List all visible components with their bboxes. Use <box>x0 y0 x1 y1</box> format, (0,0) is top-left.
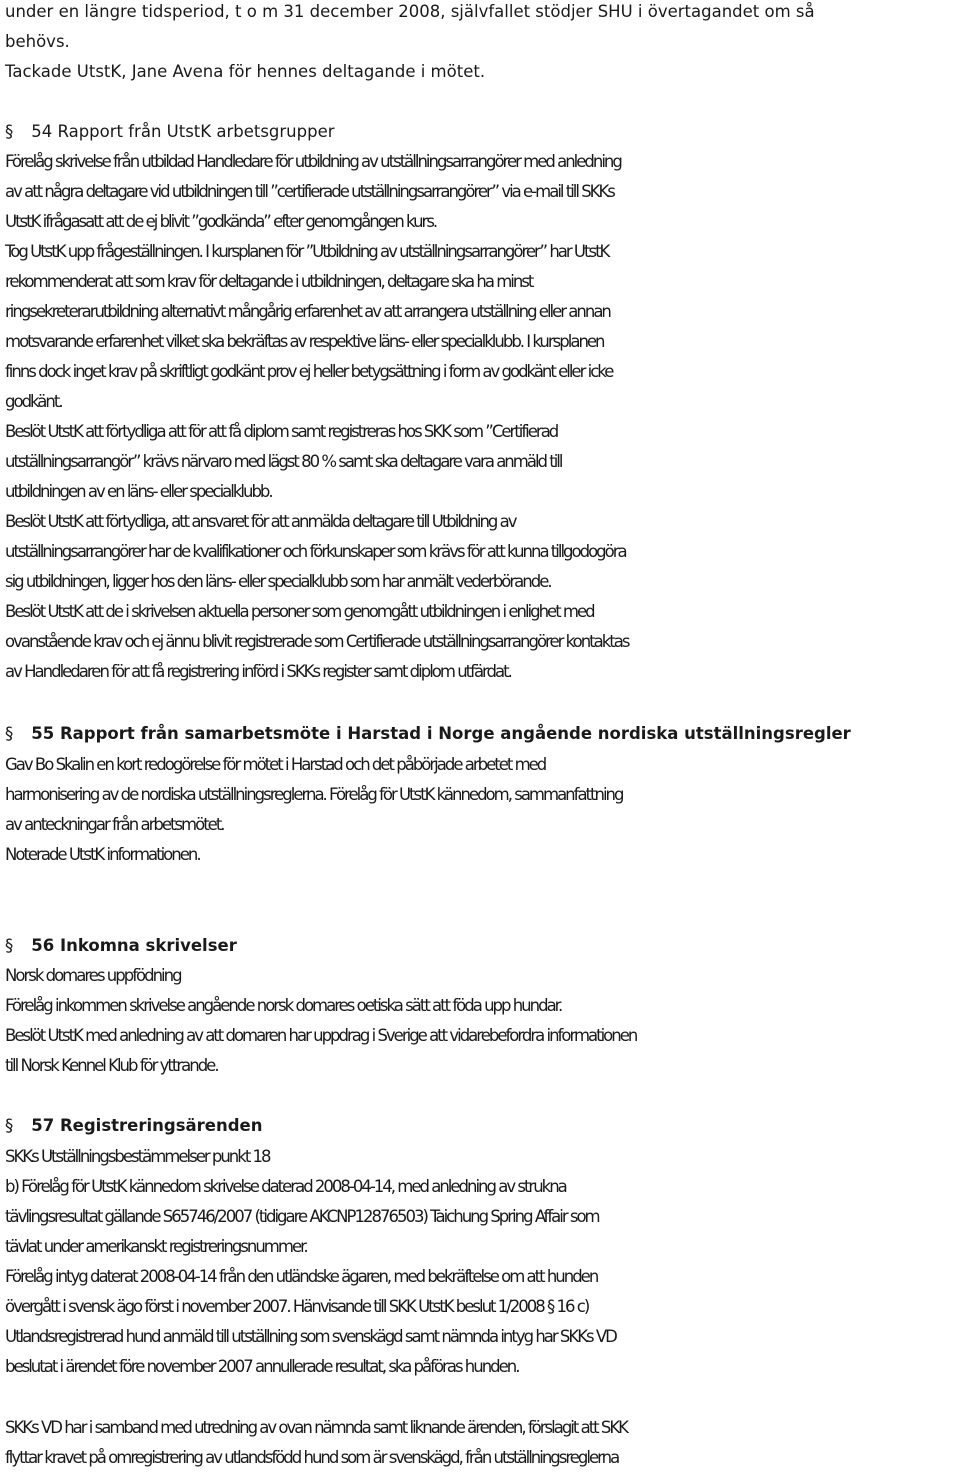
s57-line: SKKs Utställningsbestämmelser punkt 18 <box>5 1147 270 1166</box>
s54-line: utställningsarrangörer har de kvalifikationer och förkunskaper som krävs för att kunna tillgodogöra <box>5 542 626 561</box>
s54-line: Beslöt UtstK att förtydliga att för att få diplom samt registreras hos SKK som ”Certifierad <box>5 422 558 441</box>
s55-line: harmonisering av de nordiska utställningsreglerna. Förelåg för UtstK kännedom, sammanfattning <box>5 785 623 804</box>
section-57-heading <box>5 1116 262 1136</box>
s54-line: ringsekreterarutbildning alternativt mångårig erfarenhet av att arrangera utställning eller annan <box>5 302 610 321</box>
s55-line: Noterade UtstK informationen. <box>5 845 200 864</box>
s57-final-line: flyttar kravet på omregistrering av utlandsfödd hund som är svenskägd, från utställningsreglerna <box>5 1448 619 1467</box>
s54-line: av att några deltagare vid utbildningen till ”certifierade utställningsarrangörer” via e-mail till SKKs <box>5 182 614 201</box>
s54-line: Tog UtstK upp frågeställningen. I kursplanen för ”Utbildning av utställningsarrangörer” har UtstK <box>5 242 609 261</box>
section-55-title: 55 Rapport från samarbetsmöte i Harstad i Norge angående nordiska utställningsregler <box>31 724 851 743</box>
section-54-heading <box>5 122 335 142</box>
s54-line: Beslöt UtstK att förtydliga, att ansvaret för att anmälda deltagare till Utbildning av <box>5 512 516 531</box>
s54-line: motsvarande erfarenhet vilket ska bekräftas av respektive läns- eller specialklubb. I kursplanen <box>5 332 604 351</box>
s56-line: Norsk domares uppfödning <box>5 966 181 985</box>
s54-line: godkänt. <box>5 392 62 411</box>
s54-line: rekommenderat att som krav för deltagande i utbildningen, deltagare ska ha minst <box>5 272 533 291</box>
s54-line: finns dock inget krav på skriftligt godkänt prov ej heller betygsättning i form av godkänt eller icke <box>5 362 613 381</box>
section-56-heading <box>5 936 237 956</box>
s57-line: tävlingsresultat gällande S65746/2007 (tidigare AKCNP12876503) Taichung Spring Affair som <box>5 1207 599 1226</box>
section-56-title: 56 Inkomna skrivelser <box>31 936 237 955</box>
s56-line: till Norsk Kennel Klub för yttrande. <box>5 1056 218 1075</box>
s57-final-line: SKKs VD har i samband med utredning av ovan nämnda samt liknande ärenden, förslagit att SKK <box>5 1418 628 1437</box>
s56-line: Förelåg inkommen skrivelse angående norsk domares oetiska sätt att föda upp hundar. <box>5 996 562 1015</box>
section-symbol: § <box>5 122 14 141</box>
section-55-heading <box>5 724 851 744</box>
intro-line-2: behövs. <box>5 32 70 51</box>
s54-line: Förelåg skrivelse från utbildad Handledare för utbildning av utställningsarrangörer med anledning <box>5 152 621 171</box>
section-56-body <box>5 966 960 1086</box>
s57-line: Förelåg intyg daterat 2008-04-14 från den utländske ägaren, med bekräftelse om att hunden <box>5 1267 598 1286</box>
s55-line: av anteckningar från arbetsmötet. <box>5 815 224 834</box>
intro-line-3: Tackade UtstK, Jane Avena för hennes deltagande i mötet. <box>5 62 486 81</box>
s54-line: UtstK ifrågasatt att de ej blivit ”godkända” efter genomgången kurs. <box>5 212 437 231</box>
section-54-body <box>5 152 960 692</box>
s57-line: övergått i svensk ägo först i november 2007. Hänvisande till SKK UtstK beslut 1/2008 § 16 c) <box>5 1297 589 1316</box>
s57-line: beslutat i ärendet före november 2007 annullerade resultat, ska påföras hunden. <box>5 1357 519 1376</box>
section-57-final <box>5 1418 960 1478</box>
section-symbol: § <box>5 936 14 955</box>
s54-line: Beslöt UtstK att de i skrivelsen aktuella personer som genomgått utbildningen i enlighet med <box>5 602 594 621</box>
section-54-title: 54 Rapport från UtstK arbetsgrupper <box>31 122 335 141</box>
s57-line: tävlat under amerikanskt registreringsnummer. <box>5 1237 307 1256</box>
s55-line: Gav Bo Skalin en kort redogörelse för mötet i Harstad och det påbörjade arbetet med <box>5 755 546 774</box>
section-symbol: § <box>5 1116 14 1135</box>
s57-line: Utlandsregistrerad hund anmäld till utställning som svenskägd samt nämnda intyg har SKKs VD <box>5 1327 616 1346</box>
s54-line: utbildningen av en läns- eller specialklubb. <box>5 482 272 501</box>
section-55-body <box>5 755 960 875</box>
section-57-title: 57 Registreringsärenden <box>31 1116 263 1135</box>
s57-line: b) Förelåg för UtstK kännedom skrivelse daterad 2008-04-14, med anledning av strukna <box>5 1177 566 1196</box>
s54-line: sig utbildningen, ligger hos den läns- eller specialklubb som har anmält vederbörande. <box>5 572 551 591</box>
section-57-body <box>5 1147 960 1387</box>
intro-line-1: under en längre tidsperiod, t o m 31 december 2008, självfallet stödjer SHU i övertagandet om så <box>5 2 815 21</box>
section-symbol: § <box>5 724 14 743</box>
s54-line: utställningsarrangör” krävs närvaro med lägst 80 % samt ska deltagare vara anmäld till <box>5 452 562 471</box>
s54-line: av Handledaren för att få registrering införd i SKKs register samt diplom utfärdat. <box>5 662 511 681</box>
s56-line: Beslöt UtstK med anledning av att domaren har uppdrag i Sverige att vidarebefordra informationen <box>5 1026 637 1045</box>
s54-line: ovanstående krav och ej ännu blivit registrerade som Certifierade utställningsarrangörer kontaktas <box>5 632 629 651</box>
